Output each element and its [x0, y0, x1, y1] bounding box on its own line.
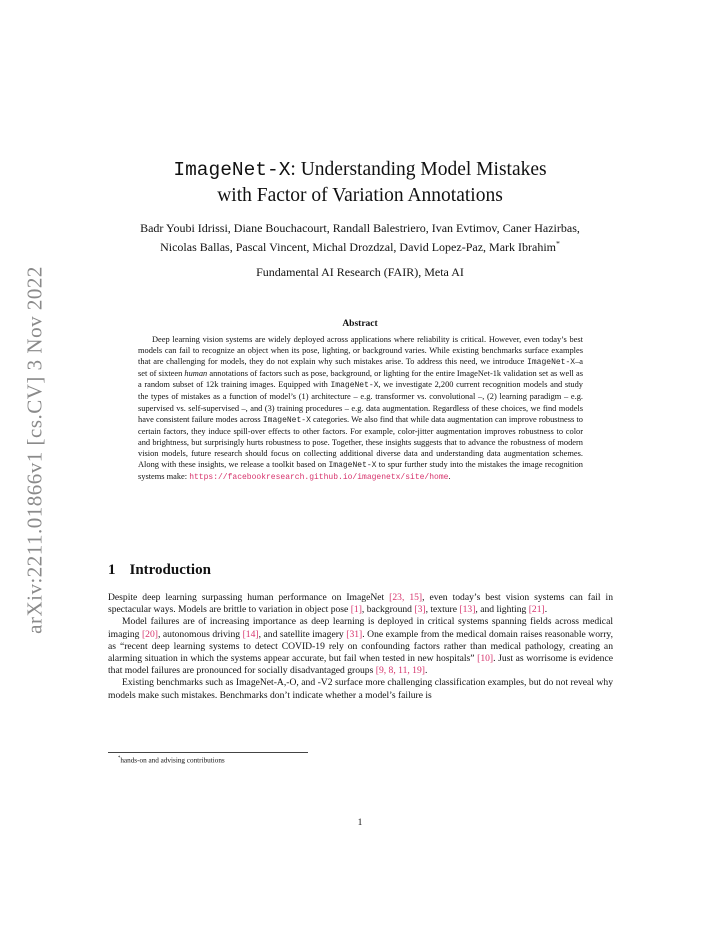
introduction-body [108, 592, 613, 702]
dataset-name: ImageNet-X [328, 461, 377, 471]
abstract-text: Deep learning vision systems are widely deployed across applications where reliability is critical. However, even today’s best models can fail to recognize an object when its pose, lighting, or background varies. While existing benchmarks surface examples that are challenging for models, they do not explain why such mistakes arise. To address this need, we introduce [138, 335, 583, 367]
citation-link[interactable]: [10] [477, 653, 494, 665]
footnote [118, 756, 225, 764]
author-line-2 [90, 236, 630, 255]
page-number: 1 [357, 818, 363, 828]
title-dataset-name: ImageNet-X [173, 159, 291, 181]
section-heading-introduction [108, 562, 211, 579]
arxiv-identifier-text: arXiv:2211.01866v1 [cs.CV] 3 Nov 2022 [22, 266, 47, 634]
project-url-link[interactable]: https://facebookresearch.github.io/imagenetx/site/home [189, 473, 449, 483]
affiliation: Fundamental AI Research (FAIR), Meta AI [256, 265, 464, 279]
dataset-name: ImageNet-X [330, 381, 379, 391]
footnote-divider [108, 752, 308, 753]
citation-link[interactable]: [23, 15] [389, 592, 423, 603]
intro-paragraph-3: Existing benchmarks such as ImageNet-A,-O, and -V2 surface more challenging classification examples, but do not reveal why models make such mistakes. Benchmarks don’t indicate whether a model’s failure is [108, 677, 613, 701]
citation-link[interactable]: [3] [414, 604, 426, 616]
body-text: , and lighting [475, 604, 529, 616]
citation-link[interactable]: [21] [528, 604, 545, 616]
dataset-name: ImageNet-X [262, 415, 311, 425]
citation-link[interactable]: [1] [350, 604, 362, 616]
body-text: . [544, 604, 548, 616]
body-text: , background [361, 604, 415, 616]
body-text: . One example from the medical domain raises reasonable worry, as “recent deep learning systems to detect COVID-19 rely on confounding factors rather than medical pathology, creating an alarming situation in which the systems appear accurate, but fail when tested in new hospitals” [108, 628, 613, 665]
section-title: Introduction [129, 562, 211, 578]
abstract-emphasis: human [184, 369, 208, 379]
abstract-text: , we investigate 2,200 current recognition models and study the types of mistakes as a function of model’s (1) architecture – e.g. transformer vs. convolutional –, (2) learning paradigm – e.g. supervised vs. self-supervised –, and (3) training procedures – e.g. data augmentation. Regardless of these choices, we find models have consistent failure modes across [138, 380, 583, 424]
body-text: , autonomous driving [157, 628, 243, 640]
body-text: Despite deep learning surpassing human performance on ImageNet [108, 592, 390, 603]
intro-paragraph-2 [108, 616, 613, 677]
body-text: Model failures are of increasing importance as deep learning is deployed in critical systems spanning fields across medical imaging [108, 616, 613, 640]
abstract-text: categories. We also find that while data augmentation can improve robustness to certain factors, they induce spill-over effects to other factors. For example, color-jitter augmentation improves robustness to color and brightness, but surprisingly hurts robustness to pose. Together, these insights suggests that to advance the robustness of modern vision models, future research should focus on collecting additional diverse data and understanding data augmentation schemes. Along with these insights, we release a toolkit based on [138, 414, 583, 470]
abstract-text: . [448, 472, 451, 482]
footnote-text: hands-on and advising contributions [120, 756, 225, 765]
arxiv-side-identifier [20, 250, 50, 650]
intro-paragraph-1 [108, 592, 613, 616]
citation-link[interactable]: [20] [141, 628, 158, 640]
author-line-1: Badr Youbi Idrissi, Diane Bouchacourt, Randall Balestriero, Ivan Evtimov, Caner Hazirbas, [140, 221, 580, 235]
citation-link[interactable]: [31] [346, 628, 363, 640]
abstract-text: –a set of sixteen [138, 357, 583, 379]
abstract-text: to spur further study into the mistakes the image recognition systems make: [138, 460, 583, 482]
author-marker: * [556, 239, 560, 248]
abstract-heading: Abstract [342, 319, 378, 329]
body-text: . [424, 665, 428, 677]
paper-title [100, 157, 620, 208]
abstract-text: annotations of factors such as pose, background, or lighting for the entire ImageNet-1k validation set as well as a random subset of 12k training images. Equipped with [138, 369, 583, 390]
citation-link[interactable]: [9, 8, 11, 19] [375, 665, 425, 677]
title-line-2: with Factor of Variation Annotations [217, 185, 503, 206]
citation-link[interactable]: [14] [242, 628, 259, 640]
body-text: , and satellite imagery [258, 628, 347, 640]
title-line-1-rest: : Understanding Model Mistakes [290, 159, 547, 180]
footnote-marker: * [118, 756, 121, 761]
citation-link[interactable]: [13] [459, 604, 476, 616]
section-number: 1 [108, 562, 116, 578]
author-line-2-text: Nicolas Ballas, Pascal Vincent, Michal Drozdzal, David Lopez-Paz, Mark Ibrahim [160, 240, 557, 254]
author-list [90, 220, 630, 255]
body-text: , even today’s best vision systems can fail in spectacular ways. Models are brittle to variation in object pose [108, 592, 614, 616]
body-text: . Just as worrisome is evidence that model failures are pronounced for socially disadvantaged groups [108, 653, 613, 677]
abstract-body [138, 334, 583, 483]
title-line-1 [100, 157, 620, 183]
dataset-name: ImageNet-X [527, 358, 576, 368]
abstract-paragraph [138, 334, 583, 483]
body-text: , texture [425, 604, 460, 616]
